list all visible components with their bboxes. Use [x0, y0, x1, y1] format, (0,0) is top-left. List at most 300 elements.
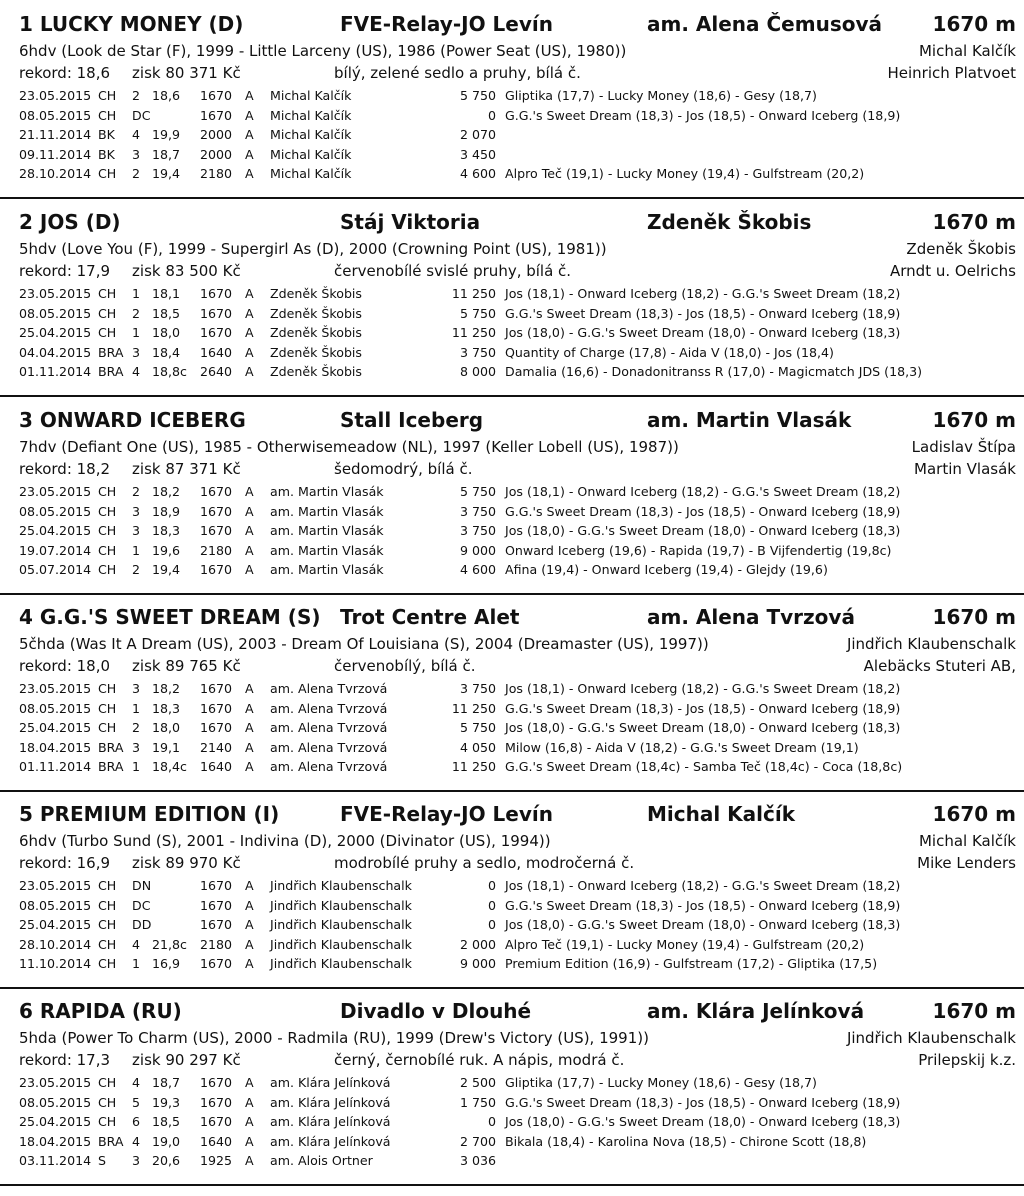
run-result: G.G.'s Sweet Dream (18,3) - Jos (18,5) - Onward Iceberg (18,9) — [505, 305, 901, 321]
past-runs-table — [0, 284, 1024, 382]
run-driver: am. Alena Tvrzová — [270, 681, 388, 696]
run-prize: 0 — [487, 897, 496, 913]
run-driver: Zdeněk Škobis — [270, 344, 362, 360]
run-prize: 0 — [487, 107, 496, 123]
run-row — [0, 757, 1024, 777]
run-date: 23.05.2015 — [19, 88, 92, 103]
run-start: A — [245, 720, 254, 735]
line2-right-name: Ladislav Štípa — [911, 438, 1016, 456]
run-prize: 11 250 — [451, 700, 496, 716]
run-distance: 2180 — [200, 166, 233, 181]
run-place: 6 — [132, 1114, 141, 1129]
run-start: A — [245, 364, 254, 379]
run-distance: 1925 — [200, 1153, 233, 1168]
run-start: A — [245, 917, 254, 932]
run-result: Alpro Teč (19,1) - Lucky Money (19,4) - Gulfstream (20,2) — [505, 166, 865, 181]
run-place: 1 — [132, 956, 141, 971]
line2-right-name: Jindřich Klaubenschalk — [846, 635, 1016, 653]
race-distance: 1670 m — [932, 408, 1016, 432]
run-time: 18,4c — [152, 759, 187, 774]
run-time: 18,2 — [152, 484, 181, 499]
run-distance: 1670 — [200, 1075, 233, 1090]
run-start: A — [245, 956, 254, 971]
run-track: BRA — [98, 759, 124, 774]
run-place: 1 — [132, 286, 141, 301]
run-date: 18.04.2015 — [19, 739, 92, 755]
run-prize: 3 750 — [459, 681, 496, 696]
run-distance: 1640 — [200, 1133, 233, 1149]
run-place: 1 — [132, 759, 141, 774]
run-start: A — [245, 700, 254, 716]
past-runs-table — [0, 876, 1024, 974]
run-distance: 1670 — [200, 1094, 233, 1110]
run-row — [0, 1073, 1024, 1093]
run-result: Jos (18,1) - Onward Iceberg (18,2) - G.G.'s Sweet Dream (18,2) — [505, 484, 901, 499]
section-divider — [0, 197, 1024, 199]
run-track: CH — [98, 956, 117, 971]
run-driver: Jindřich Klaubenschalk — [270, 917, 412, 932]
run-place: 1 — [132, 700, 141, 716]
run-driver: am. Klára Jelínková — [270, 1114, 391, 1129]
horse-name: 4 G.G.'S SWEET DREAM (S) — [19, 605, 321, 629]
run-distance: 1670 — [200, 325, 233, 340]
run-time: 19,6 — [152, 542, 181, 558]
trainer-name: am. Martin Vlasák — [647, 408, 852, 432]
run-time: 20,6 — [152, 1153, 181, 1168]
earnings: zisk 87 371 Kč — [132, 460, 241, 478]
line2-right-name: Zdeněk Škobis — [906, 240, 1016, 258]
run-result: Gliptika (17,7) - Lucky Money (18,6) - Gesy (18,7) — [505, 1075, 817, 1090]
run-driver: am. Alena Tvrzová — [270, 720, 388, 735]
record: rekord: 18,2 — [19, 460, 111, 478]
run-date: 18.04.2015 — [19, 1133, 92, 1149]
owner-name: Divadlo v Dlouhé — [340, 999, 532, 1023]
run-place: 3 — [132, 344, 141, 360]
owner-name: FVE-Relay-JO Levín — [340, 802, 553, 826]
run-track: BRA — [98, 739, 124, 755]
run-driver: Michal Kalčík — [270, 166, 352, 181]
race-distance: 1670 m — [932, 210, 1016, 234]
run-prize: 0 — [487, 878, 496, 893]
run-result: Jos (18,1) - Onward Iceberg (18,2) - G.G.'s Sweet Dream (18,2) — [505, 286, 901, 301]
run-time: 21,8c — [152, 936, 187, 952]
run-driver: Jindřich Klaubenschalk — [270, 878, 412, 893]
run-result: Damalia (16,6) - Donadonitranss R (17,0) - Magicmatch JDS (18,3) — [505, 364, 923, 379]
run-date: 25.04.2015 — [19, 1114, 92, 1129]
earnings: zisk 90 297 Kč — [132, 1051, 241, 1069]
run-date: 21.11.2014 — [19, 127, 92, 142]
run-distance: 1670 — [200, 956, 233, 971]
run-row — [0, 106, 1024, 126]
race-distance: 1670 m — [932, 605, 1016, 629]
breeder: Martin Vlasák — [914, 460, 1016, 478]
run-row — [0, 699, 1024, 719]
run-prize: 1 750 — [459, 1094, 496, 1110]
run-time: 18,7 — [152, 146, 181, 162]
record-earnings — [19, 62, 241, 84]
run-result: Jos (18,1) - Onward Iceberg (18,2) - G.G.'s Sweet Dream (18,2) — [505, 681, 901, 696]
run-prize: 4 600 — [459, 166, 496, 181]
run-row — [0, 362, 1024, 382]
run-prize: 11 250 — [451, 759, 496, 774]
run-result: Jos (18,0) - G.G.'s Sweet Dream (18,0) - Onward Iceberg (18,3) — [505, 1114, 901, 1129]
run-track: CH — [98, 325, 117, 340]
line2-right-name: Michal Kalčík — [918, 42, 1016, 60]
run-track: CH — [98, 542, 117, 558]
run-driver: am. Alena Tvrzová — [270, 759, 388, 774]
run-time: 18,2 — [152, 681, 181, 696]
run-row — [0, 954, 1024, 974]
run-result: Jos (18,1) - Onward Iceberg (18,2) - G.G.'s Sweet Dream (18,2) — [505, 878, 901, 893]
run-driver: Michal Kalčík — [270, 146, 352, 162]
race-distance: 1670 m — [932, 12, 1016, 36]
run-date: 25.04.2015 — [19, 325, 92, 340]
run-result: Bikala (18,4) - Karolina Nova (18,5) - Chirone Scott (18,8) — [505, 1133, 867, 1149]
run-date: 08.05.2015 — [19, 305, 92, 321]
run-prize: 4 600 — [459, 562, 496, 577]
run-distance: 2000 — [200, 146, 233, 162]
run-start: A — [245, 1094, 254, 1110]
run-time: 19,4 — [152, 166, 181, 181]
run-driver: am. Alena Tvrzová — [270, 700, 388, 716]
run-date: 23.05.2015 — [19, 484, 92, 499]
run-date: 23.05.2015 — [19, 681, 92, 696]
run-distance: 1670 — [200, 917, 233, 932]
run-distance: 1670 — [200, 286, 233, 301]
run-date: 25.04.2015 — [19, 917, 92, 932]
run-driver: Zdeněk Škobis — [270, 305, 362, 321]
run-result: G.G.'s Sweet Dream (18,3) - Jos (18,5) - Onward Iceberg (18,9) — [505, 897, 901, 913]
run-date: 01.11.2014 — [19, 364, 92, 379]
run-prize: 0 — [487, 1114, 496, 1129]
run-driver: Jindřich Klaubenschalk — [270, 897, 412, 913]
trainer-name: am. Alena Tvrzová — [647, 605, 855, 629]
run-row — [0, 1151, 1024, 1171]
run-driver: Michal Kalčík — [270, 88, 352, 103]
past-runs-table — [0, 1073, 1024, 1171]
record: rekord: 18,6 — [19, 64, 111, 82]
horse-entry — [0, 12, 1024, 209]
run-distance: 1670 — [200, 88, 233, 103]
run-date: 08.05.2015 — [19, 107, 92, 123]
past-runs-table — [0, 482, 1024, 580]
run-place: 4 — [132, 127, 141, 142]
run-distance: 1670 — [200, 503, 233, 519]
horse-entry — [0, 210, 1024, 407]
run-place: 5 — [132, 1094, 141, 1110]
run-start: A — [245, 88, 254, 103]
run-place: DD — [132, 917, 152, 932]
run-time: 19,9 — [152, 127, 181, 142]
run-driver: Jindřich Klaubenschalk — [270, 956, 412, 971]
run-distance: 1670 — [200, 523, 233, 538]
section-divider — [0, 987, 1024, 989]
race-distance: 1670 m — [932, 802, 1016, 826]
run-time: 19,4 — [152, 562, 181, 577]
run-row — [0, 896, 1024, 916]
horse-entry — [0, 999, 1024, 1196]
run-driver: Zdeněk Škobis — [270, 364, 362, 379]
run-start: A — [245, 739, 254, 755]
run-driver: am. Alena Tvrzová — [270, 739, 388, 755]
run-row — [0, 125, 1024, 145]
pedigree: 6hdv (Turbo Sund (S), 2001 - Indivina (D), 2000 (Divinator (US), 1994)) — [19, 832, 551, 850]
run-track: BRA — [98, 344, 124, 360]
record-earnings — [19, 1049, 241, 1071]
run-track: CH — [98, 720, 117, 735]
run-driver: am. Martin Vlasák — [270, 523, 384, 538]
run-prize: 11 250 — [451, 325, 496, 340]
run-time: 16,9 — [152, 956, 181, 971]
run-row — [0, 86, 1024, 106]
run-place: 3 — [132, 503, 141, 519]
run-date: 03.11.2014 — [19, 1153, 92, 1168]
run-distance: 1670 — [200, 484, 233, 499]
run-place: DC — [132, 107, 151, 123]
run-prize: 0 — [487, 917, 496, 932]
breeder: Heinrich Platvoet — [887, 64, 1016, 82]
run-row — [0, 323, 1024, 343]
run-distance: 1640 — [200, 344, 233, 360]
run-prize: 5 750 — [459, 88, 496, 103]
run-track: CH — [98, 936, 117, 952]
section-divider — [0, 1184, 1024, 1186]
run-track: CH — [98, 503, 117, 519]
run-result: Jos (18,0) - G.G.'s Sweet Dream (18,0) - Onward Iceberg (18,3) — [505, 325, 901, 340]
run-track: CH — [98, 166, 117, 181]
run-distance: 1670 — [200, 107, 233, 123]
owner-name: Stall Iceberg — [340, 408, 484, 432]
section-divider — [0, 790, 1024, 792]
run-distance: 1670 — [200, 700, 233, 716]
run-distance: 1670 — [200, 305, 233, 321]
run-prize: 2 700 — [459, 1133, 496, 1149]
racing-colors: modrobílé pruhy a sedlo, modročerná č. — [334, 854, 635, 872]
run-start: A — [245, 936, 254, 952]
run-driver: Michal Kalčík — [270, 127, 352, 142]
record-earnings — [19, 260, 241, 282]
run-result: Afina (19,4) - Onward Iceberg (19,4) - Glejdy (19,6) — [505, 562, 828, 577]
run-driver: Jindřich Klaubenschalk — [270, 936, 412, 952]
run-date: 08.05.2015 — [19, 897, 92, 913]
run-date: 08.05.2015 — [19, 503, 92, 519]
run-date: 08.05.2015 — [19, 1094, 92, 1110]
run-time: 18,4 — [152, 344, 181, 360]
run-place: 4 — [132, 1133, 141, 1149]
run-start: A — [245, 897, 254, 913]
run-driver: am. Alois Ortner — [270, 1153, 373, 1168]
run-row — [0, 876, 1024, 896]
run-distance: 1670 — [200, 897, 233, 913]
earnings: zisk 89 765 Kč — [132, 657, 241, 675]
race-distance: 1670 m — [932, 999, 1016, 1023]
run-driver: am. Martin Vlasák — [270, 562, 384, 577]
run-place: 4 — [132, 364, 141, 379]
run-start: A — [245, 1114, 254, 1129]
horse-name: 3 ONWARD ICEBERG — [19, 408, 246, 432]
run-place: 2 — [132, 166, 141, 181]
run-row — [0, 1112, 1024, 1132]
run-start: A — [245, 344, 254, 360]
run-place: 1 — [132, 542, 141, 558]
run-start: A — [245, 325, 254, 340]
horse-name: 6 RAPIDA (RU) — [19, 999, 182, 1023]
run-track: S — [98, 1153, 106, 1168]
run-date: 25.04.2015 — [19, 720, 92, 735]
run-place: 2 — [132, 305, 141, 321]
run-result: Jos (18,0) - G.G.'s Sweet Dream (18,0) - Onward Iceberg (18,3) — [505, 917, 901, 932]
run-result: G.G.'s Sweet Dream (18,4c) - Samba Teč (18,4c) - Coca (18,8c) — [505, 759, 903, 774]
run-result: G.G.'s Sweet Dream (18,3) - Jos (18,5) - Onward Iceberg (18,9) — [505, 503, 901, 519]
run-place: 3 — [132, 146, 141, 162]
horse-entry — [0, 605, 1024, 802]
run-place: 3 — [132, 523, 141, 538]
run-prize: 3 750 — [459, 523, 496, 538]
run-driver: am. Klára Jelínková — [270, 1133, 391, 1149]
run-start: A — [245, 542, 254, 558]
pedigree: 5hdv (Love You (F), 1999 - Supergirl As (D), 2000 (Crowning Point (US), 1981)) — [19, 240, 607, 258]
run-prize: 8 000 — [459, 364, 496, 379]
run-date: 19.07.2014 — [19, 542, 92, 558]
run-result: Jos (18,0) - G.G.'s Sweet Dream (18,0) - Onward Iceberg (18,3) — [505, 720, 901, 735]
run-place: 1 — [132, 325, 141, 340]
run-time: 18,0 — [152, 325, 181, 340]
run-prize: 2 070 — [459, 127, 496, 142]
earnings: zisk 89 970 Kč — [132, 854, 241, 872]
run-track: CH — [98, 1094, 117, 1110]
run-time: 18,9 — [152, 503, 181, 519]
run-track: CH — [98, 1114, 117, 1129]
run-track: CH — [98, 523, 117, 538]
run-date: 11.10.2014 — [19, 956, 92, 971]
run-track: CH — [98, 897, 117, 913]
run-row — [0, 1132, 1024, 1152]
pedigree: 7hdv (Defiant One (US), 1985 - Otherwisemeadow (NL), 1997 (Keller Lobell (US), 1987)) — [19, 438, 679, 456]
run-row — [0, 718, 1024, 738]
horse-name: 5 PREMIUM EDITION (I) — [19, 802, 280, 826]
pedigree: 6hdv (Look de Star (F), 1999 - Little Larceny (US), 1986 (Power Seat (US), 1980)) — [19, 42, 627, 60]
run-date: 23.05.2015 — [19, 1075, 92, 1090]
run-distance: 2180 — [200, 936, 233, 952]
run-distance: 2640 — [200, 364, 233, 379]
run-result: G.G.'s Sweet Dream (18,3) - Jos (18,5) - Onward Iceberg (18,9) — [505, 107, 901, 123]
run-prize: 5 750 — [459, 305, 496, 321]
run-distance: 1670 — [200, 562, 233, 577]
run-place: DN — [132, 878, 152, 893]
run-date: 05.07.2014 — [19, 562, 92, 577]
run-start: A — [245, 878, 254, 893]
run-track: CH — [98, 286, 117, 301]
past-runs-table — [0, 86, 1024, 184]
run-driver: am. Klára Jelínková — [270, 1075, 391, 1090]
earnings: zisk 80 371 Kč — [132, 64, 241, 82]
record: rekord: 18,0 — [19, 657, 111, 675]
run-place: 3 — [132, 739, 141, 755]
record-earnings — [19, 655, 241, 677]
horse-name: 1 LUCKY MONEY (D) — [19, 12, 244, 36]
run-result: Jos (18,0) - G.G.'s Sweet Dream (18,0) - Onward Iceberg (18,3) — [505, 523, 901, 538]
run-row — [0, 284, 1024, 304]
run-track: CH — [98, 88, 117, 103]
pedigree: 5hda (Power To Charm (US), 2000 - Radmila (RU), 1999 (Drew's Victory (US), 1991)) — [19, 1029, 649, 1047]
trainer-name: am. Klára Jelínková — [647, 999, 865, 1023]
run-driver: am. Martin Vlasák — [270, 542, 384, 558]
pedigree: 5čhda (Was It A Dream (US), 2003 - Dream Of Louisiana (S), 2004 (Dreamaster (US), 1997)) — [19, 635, 709, 653]
run-row — [0, 1093, 1024, 1113]
run-time: 18,3 — [152, 523, 181, 538]
run-result: Quantity of Charge (17,8) - Aida V (18,0) - Jos (18,4) — [505, 344, 834, 360]
run-start: A — [245, 1075, 254, 1090]
run-track: CH — [98, 681, 117, 696]
run-place: 3 — [132, 681, 141, 696]
run-start: A — [245, 286, 254, 301]
run-date: 23.05.2015 — [19, 878, 92, 893]
run-start: A — [245, 523, 254, 538]
run-prize: 3 750 — [459, 503, 496, 519]
run-time: 18,7 — [152, 1075, 181, 1090]
breeder: Arndt u. Oelrichs — [890, 262, 1016, 280]
run-row — [0, 145, 1024, 165]
run-row — [0, 679, 1024, 699]
run-driver: Michal Kalčík — [270, 107, 352, 123]
run-prize: 3 750 — [459, 344, 496, 360]
run-row — [0, 343, 1024, 363]
racing-colors: šedomodrý, bílá č. — [334, 460, 473, 478]
run-track: BK — [98, 127, 115, 142]
run-driver: am. Martin Vlasák — [270, 503, 384, 519]
run-prize: 4 050 — [459, 739, 496, 755]
run-distance: 1670 — [200, 1114, 233, 1129]
run-row — [0, 304, 1024, 324]
run-track: CH — [98, 107, 117, 123]
trainer-name: am. Alena Čemusová — [647, 12, 882, 36]
run-start: A — [245, 1133, 254, 1149]
breeder: Prilepskij k.z. — [918, 1051, 1016, 1069]
run-prize: 5 750 — [459, 484, 496, 499]
section-divider — [0, 593, 1024, 595]
run-track: CH — [98, 878, 117, 893]
run-date: 08.05.2015 — [19, 700, 92, 716]
run-track: BRA — [98, 1133, 124, 1149]
run-place: 3 — [132, 1153, 141, 1168]
run-time: 18,6 — [152, 88, 181, 103]
run-row — [0, 521, 1024, 541]
run-start: A — [245, 759, 254, 774]
run-distance: 1640 — [200, 759, 233, 774]
run-prize: 2 500 — [459, 1075, 496, 1090]
breeder: Mike Lenders — [917, 854, 1016, 872]
run-driver: am. Martin Vlasák — [270, 484, 384, 499]
run-row — [0, 738, 1024, 758]
run-driver: Zdeněk Škobis — [270, 325, 362, 340]
trainer-name: Michal Kalčík — [647, 802, 796, 826]
breeder: Alebäcks Stuteri AB, — [863, 657, 1016, 675]
run-time: 19,1 — [152, 739, 181, 755]
record: rekord: 17,9 — [19, 262, 111, 280]
run-track: BK — [98, 146, 115, 162]
horse-entry — [0, 408, 1024, 605]
run-row — [0, 482, 1024, 502]
run-row — [0, 541, 1024, 561]
run-start: A — [245, 1153, 254, 1168]
run-track: CH — [98, 305, 117, 321]
run-place: 2 — [132, 484, 141, 499]
run-date: 09.11.2014 — [19, 146, 92, 162]
run-result: Premium Edition (16,9) - Gulfstream (17,2) - Gliptika (17,5) — [505, 956, 878, 971]
run-row — [0, 560, 1024, 580]
run-place: 2 — [132, 720, 141, 735]
run-place: 4 — [132, 1075, 141, 1090]
